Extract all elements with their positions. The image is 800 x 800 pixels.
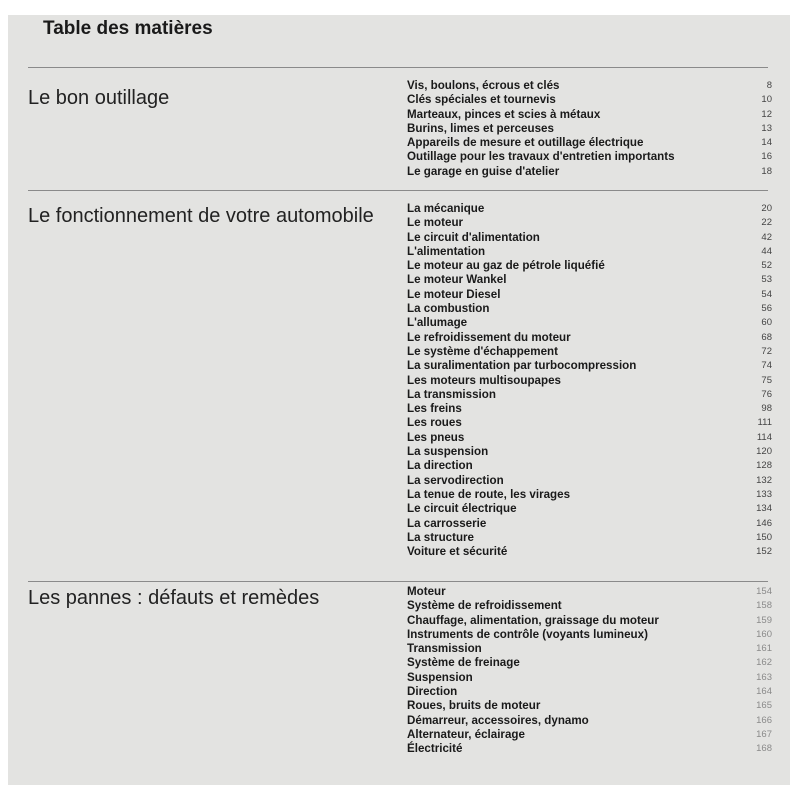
toc-entry-label: La combustion	[407, 302, 490, 316]
toc-page-number: 168	[756, 743, 772, 755]
toc-entry	[407, 642, 772, 656]
toc-entry-label: Roues, bruits de moteur	[407, 699, 541, 713]
toc-entry	[407, 288, 772, 302]
toc-entry-label: Le moteur Wankel	[407, 273, 507, 287]
toc-entry-label: La suspension	[407, 445, 489, 459]
toc-entry	[407, 150, 772, 164]
toc-page-number: 111	[757, 417, 772, 429]
toc-entry-label: La structure	[407, 530, 475, 544]
toc-page-number: 60	[761, 317, 772, 329]
toc-entry	[407, 685, 772, 699]
toc-entry	[407, 656, 772, 670]
toc-entry-label: Direction	[407, 685, 458, 699]
toc-page-number: 154	[756, 586, 772, 597]
section-divider	[28, 581, 768, 582]
toc-entry	[407, 714, 772, 728]
toc-entry-label: Transmission	[407, 642, 482, 656]
toc-page-number: 163	[756, 671, 772, 683]
toc-entry-label: Le moteur Diesel	[407, 287, 501, 301]
toc-entry	[407, 345, 772, 359]
toc-page-number: 133	[756, 488, 772, 500]
section-title-outillage: Le bon outillage	[28, 87, 170, 109]
toc-entry-label: Le système d'échappement	[407, 344, 558, 358]
toc-page-number: 53	[761, 274, 772, 286]
toc-entry-label: La tenue de route, les virages	[407, 487, 571, 501]
toc-entry	[407, 742, 772, 756]
section-divider	[28, 67, 768, 68]
toc-page-number: 160	[756, 628, 772, 640]
toc-page-number: 72	[761, 345, 772, 357]
toc-page-number: 128	[756, 460, 772, 472]
toc-page-number: 8	[766, 80, 772, 91]
toc-entry	[407, 488, 772, 502]
toc-entry	[407, 202, 772, 216]
toc-page-number: 134	[756, 503, 772, 515]
toc-entry-label: Appareils de mesure et outillage électrique	[407, 136, 644, 150]
toc-page-number: 10	[761, 94, 772, 106]
toc-entry-label: Le circuit électrique	[407, 502, 517, 516]
toc-entry-label: Instruments de contrôle (voyants lumineux)	[407, 627, 648, 641]
toc-entry	[407, 273, 772, 287]
toc-entry	[407, 728, 772, 742]
toc-entry-label: La carrosserie	[407, 516, 487, 530]
toc-entry	[407, 517, 772, 531]
toc-entry-label: Le moteur au gaz de pétrole liquéfié	[407, 259, 605, 273]
section-divider	[28, 190, 768, 191]
toc-page-number: 54	[761, 288, 772, 300]
toc-entry	[407, 388, 772, 402]
toc-entry	[407, 93, 772, 107]
toc-entry-label: L'allumage	[407, 316, 468, 330]
toc-entry	[407, 331, 772, 345]
toc-entry-label: Les freins	[407, 402, 462, 416]
toc-entry-label: Chauffage, alimentation, graissage du moteur	[407, 613, 659, 627]
toc-entry	[407, 259, 772, 273]
book-page	[8, 15, 790, 785]
toc-entry-label: La direction	[407, 459, 473, 473]
toc-entry	[407, 599, 772, 613]
toc-entry	[407, 79, 772, 93]
toc-entry	[407, 671, 772, 685]
toc-page-number: 150	[756, 531, 772, 543]
toc-entry	[407, 502, 772, 516]
toc-entry	[407, 165, 772, 179]
toc-entry-label: Le circuit d'alimentation	[407, 230, 540, 244]
toc-page-number: 166	[756, 714, 772, 726]
toc-entry	[407, 474, 772, 488]
toc-entry	[407, 445, 772, 459]
toc-entry	[407, 359, 772, 373]
toc-page-number: 12	[761, 108, 772, 120]
toc-page-number: 167	[756, 728, 772, 740]
toc-entry-label: Système de freinage	[407, 656, 520, 670]
toc-entry	[407, 136, 772, 150]
toc-entry-label: Électricité	[407, 742, 463, 756]
toc-page-number: 74	[761, 360, 772, 372]
section-entries-fonctionnement	[407, 202, 772, 559]
toc-entry	[407, 374, 772, 388]
toc-page-number: 22	[761, 217, 772, 229]
toc-page-number: 16	[761, 151, 772, 163]
toc-entry	[407, 628, 772, 642]
toc-entry-label: Les moteurs multisoupapes	[407, 373, 561, 387]
toc-page-number: 76	[761, 388, 772, 400]
toc-entry	[407, 614, 772, 628]
toc-page-number: 42	[761, 231, 772, 243]
toc-page-number: 152	[756, 546, 772, 558]
toc-entry	[407, 231, 772, 245]
toc-entry	[407, 216, 772, 230]
toc-page-number: 68	[761, 331, 772, 343]
toc-page-number: 18	[761, 165, 772, 177]
toc-entry	[407, 302, 772, 316]
section-title-pannes: Les pannes : défauts et remèdes	[28, 587, 320, 609]
toc-entry-label: Le garage en guise d'atelier	[407, 164, 560, 178]
toc-entry	[407, 585, 772, 599]
toc-entry	[407, 416, 772, 430]
toc-entry-label: La mécanique	[407, 202, 485, 215]
toc-entry-label: Les roues	[407, 416, 462, 430]
section-entries-outillage	[407, 79, 772, 179]
toc-page-number: 75	[761, 374, 772, 386]
toc-page-number: 120	[756, 446, 772, 458]
toc-entry-label: Système de refroidissement	[407, 599, 562, 613]
toc-page-number: 162	[756, 657, 772, 669]
toc-entry-label: Les pneus	[407, 430, 465, 444]
toc-page-number: 161	[756, 643, 772, 655]
toc-entry-label: Voiture et sécurité	[407, 545, 508, 559]
toc-page-number: 98	[761, 403, 772, 415]
toc-page-number: 20	[761, 203, 772, 214]
toc-entry	[407, 402, 772, 416]
toc-entry-label: Suspension	[407, 670, 473, 684]
toc-entry-label: Le refroidissement du moteur	[407, 330, 571, 344]
toc-entry	[407, 108, 772, 122]
toc-page-number: 44	[761, 245, 772, 257]
toc-entry-label: La suralimentation par turbocompression	[407, 359, 637, 373]
toc-entry	[407, 545, 772, 559]
toc-entry-label: Moteur	[407, 585, 446, 598]
toc-entry	[407, 245, 772, 259]
toc-page-number: 52	[761, 260, 772, 272]
toc-entry	[407, 431, 772, 445]
toc-page-number: 14	[761, 137, 772, 149]
toc-entry-label: Burins, limes et perceuses	[407, 121, 554, 135]
toc-page-number: 164	[756, 686, 772, 698]
toc-entry	[407, 459, 772, 473]
toc-entry	[407, 316, 772, 330]
toc-page-number: 114	[756, 431, 772, 443]
toc-entry-label: Vis, boulons, écrous et clés	[407, 79, 560, 92]
toc-entry	[407, 122, 772, 136]
toc-page-number: 56	[761, 303, 772, 315]
toc-entry-label: Démarreur, accessoires, dynamo	[407, 713, 589, 727]
toc-entry	[407, 699, 772, 713]
toc-entry-label: Clés spéciales et tournevis	[407, 93, 556, 107]
toc-entry-label: La transmission	[407, 387, 496, 401]
toc-page-number: 165	[756, 700, 772, 712]
section-entries-pannes	[407, 585, 772, 757]
toc-entry-label: Le moteur	[407, 216, 464, 230]
toc-entry-label: Alternateur, éclairage	[407, 727, 525, 741]
section-title-fonctionnement: Le fonctionnement de votre automobile	[28, 205, 374, 227]
toc-page-number: 13	[761, 122, 772, 134]
toc-page-number: 146	[756, 517, 772, 529]
toc-page-number: 132	[756, 474, 772, 486]
toc-entry	[407, 531, 772, 545]
page-title: Table des matières	[43, 18, 213, 39]
toc-page-number: 159	[756, 614, 772, 626]
toc-page-number: 158	[756, 600, 772, 612]
toc-entry-label: L'alimentation	[407, 244, 486, 258]
toc-entry-label: La servodirection	[407, 473, 504, 487]
toc-entry-label: Outillage pour les travaux d'entretien importants	[407, 150, 675, 164]
toc-entry-label: Marteaux, pinces et scies à métaux	[407, 107, 601, 121]
